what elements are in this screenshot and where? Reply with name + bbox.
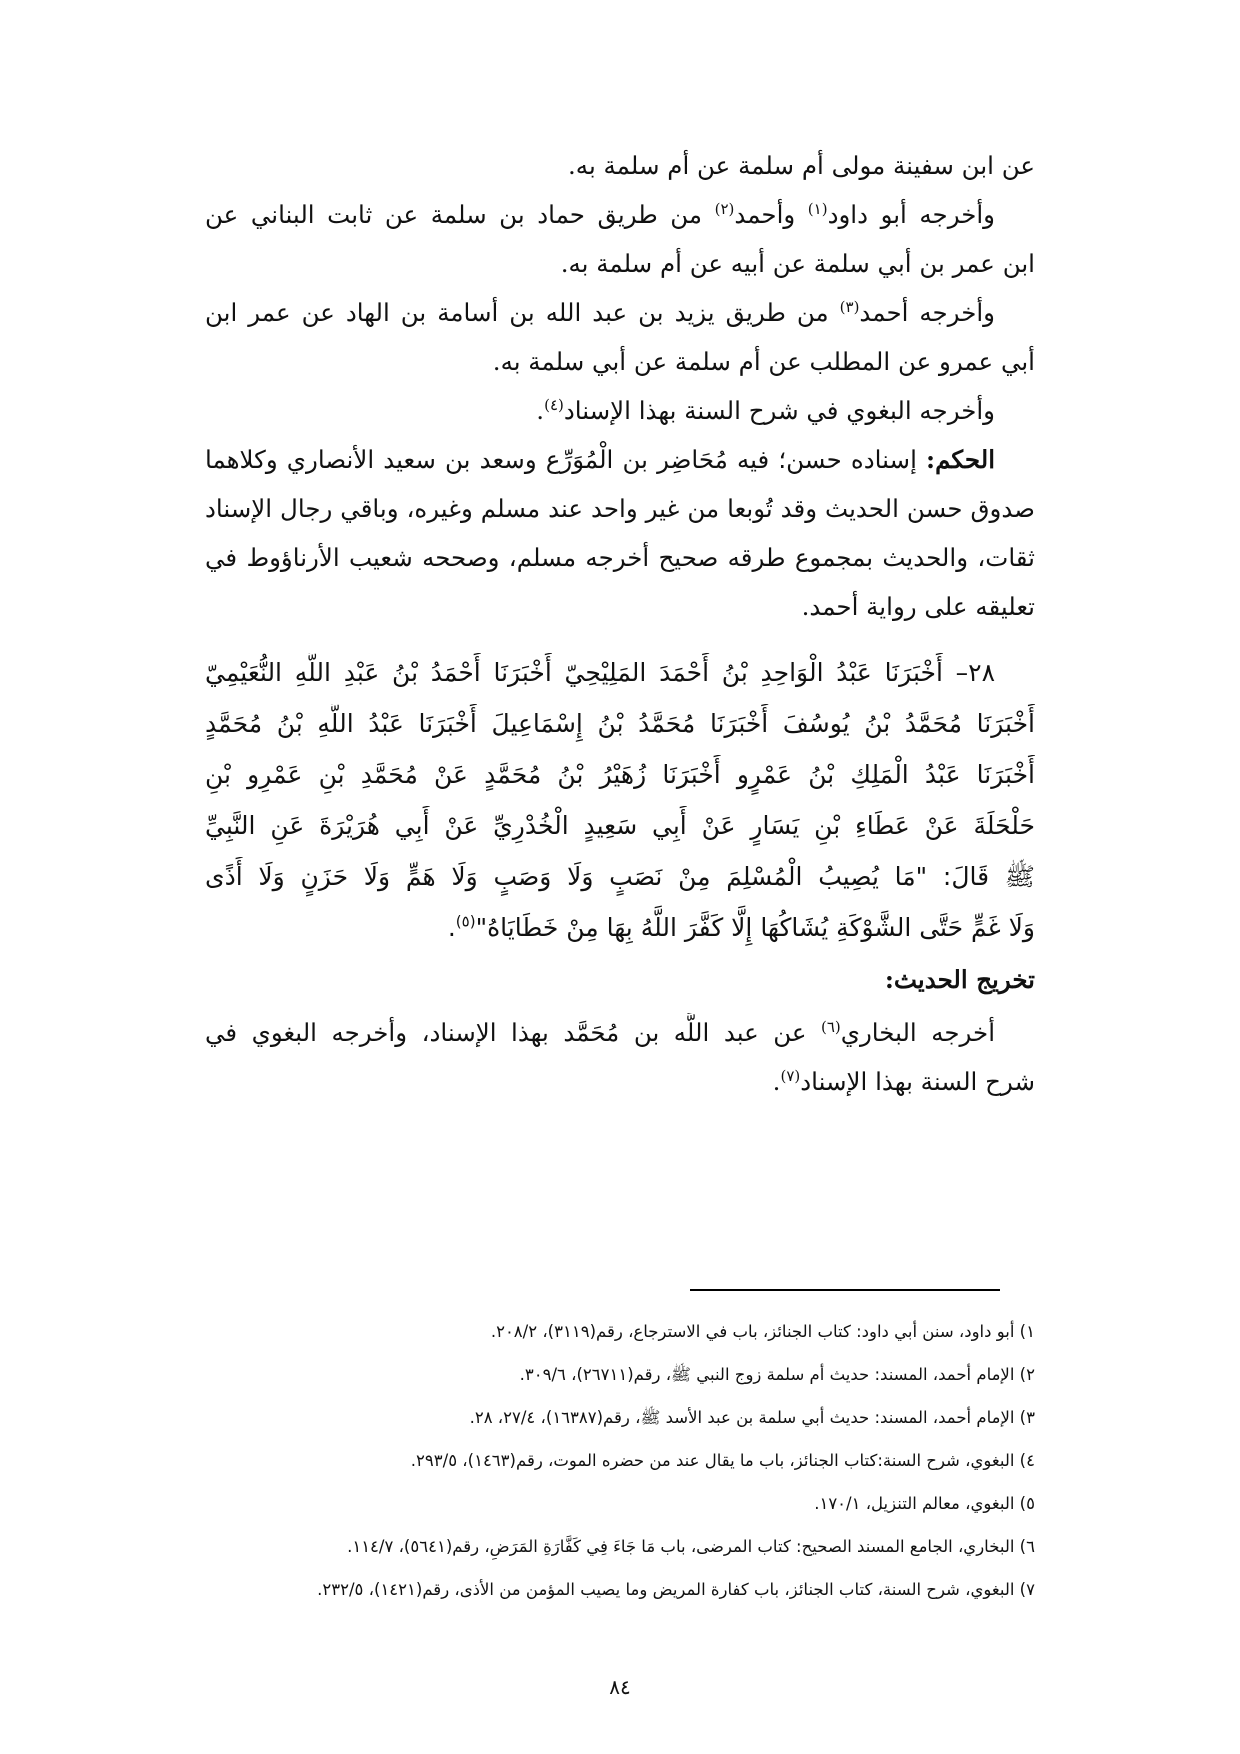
section-heading: تخريج الحديث: bbox=[884, 965, 1035, 994]
body-text: وأخرجه البغوي في شرح السنة بهذا الإسناد bbox=[563, 396, 995, 425]
hukm-text: صدوق حسن الحديث وقد تُوبعا من غير واحد عند مسلم وغيره، وباقي رجال الإسناد bbox=[205, 494, 1035, 523]
footnote-ref-6[interactable]: (٦) bbox=[821, 1017, 841, 1036]
hadith-line-2 bbox=[205, 704, 1035, 744]
footnote-1: ١) أبو داود، سنن أبي داود: كتاب الجنائز، باب في الاسترجاع، رقم(٣١١٩)، ٢٠٨/٢. bbox=[490, 1322, 1035, 1341]
body-text: وأخرجه أحمد bbox=[859, 298, 995, 327]
body-line-3 bbox=[205, 244, 1035, 284]
takhrij-line-1 bbox=[205, 1013, 995, 1053]
body-line-1 bbox=[205, 146, 1035, 186]
body-text: وأخرجه أبو داود bbox=[827, 200, 995, 229]
takhrij-line-2 bbox=[205, 1062, 1035, 1102]
footnote-5: ٥) البغوي، معالم التنزيل، ١٧٠/١. bbox=[814, 1494, 1035, 1513]
footnote-ref-2[interactable]: (٢) bbox=[714, 199, 735, 218]
hukm-text: إسناده حسن؛ فيه مُحَاضِر بن الْمُوَرِّع وسعد بن سعيد الأنصاري وكلاهما bbox=[205, 445, 927, 474]
hadith-line-3 bbox=[205, 755, 1035, 795]
body-line-6 bbox=[205, 391, 995, 431]
hukm-line-4 bbox=[205, 587, 1035, 627]
hadith-text: وَلَا غَمٍّ حَتَّى الشَّوْكَةِ يُشَاكُهَا إِلَّا كَفَّرَ اللَّهُ بِهَا مِنْ خَطَايَاهُ" bbox=[475, 913, 1035, 942]
body-text: وأحمد bbox=[734, 200, 808, 229]
footnote-ref-4[interactable]: (٤) bbox=[544, 395, 564, 414]
body-text: عن ابن سفينة مولى أم سلمة عن أم سلمة به. bbox=[568, 151, 1035, 180]
hadith-line-5 bbox=[205, 857, 1035, 897]
takhrij-text: . bbox=[772, 1067, 781, 1096]
body-text: من طريق يزيد بن عبد الله بن أسامة بن الهاد عن عمر ابن bbox=[205, 298, 840, 327]
hukm-line-2 bbox=[205, 489, 1035, 529]
hadith-line-6 bbox=[205, 908, 1035, 948]
footnote-ref-3[interactable]: (٣) bbox=[839, 297, 860, 316]
body-line-5 bbox=[205, 342, 1035, 382]
body-line-2 bbox=[205, 195, 995, 235]
footnote-separator bbox=[690, 1289, 1000, 1291]
hadith-text: . bbox=[447, 913, 456, 942]
takhrij-text: عن عبد اللَّه بن مُحَمَّد بهذا الإسناد، وأخرجه البغوي في bbox=[205, 1018, 821, 1047]
hadith-text: أَخْبَرَنَا مُحَمَّدُ بْنُ يُوسُفَ أَخْبَرَنَا مُحَمَّدُ بْنُ إِسْمَاعِيلَ أَخْبَرَنَا عَبْدُ اللَّهِ بْنُ مُحَمَّدٍ bbox=[205, 709, 1035, 738]
hadith-line-4 bbox=[205, 806, 1035, 846]
hukm-label: الحكم: bbox=[926, 445, 995, 474]
footnote-ref-1[interactable]: (١) bbox=[807, 199, 828, 218]
body-text: من طريق حماد بن سلمة عن ثابت البناني عن bbox=[205, 200, 715, 229]
takhrij-text: أخرجه البخاري bbox=[840, 1018, 995, 1047]
hukm-line-3 bbox=[205, 538, 1035, 578]
hukm-text: تعليقه على رواية أحمد. bbox=[801, 592, 1035, 621]
footnote-7: ٧) البغوي، شرح السنة، كتاب الجنائز، باب كفارة المريض وما يصيب المؤمن من الأذى، رقم(١٤٢١)، ٢٣٢/٥. bbox=[317, 1580, 1035, 1599]
hukm-line-1 bbox=[205, 440, 995, 480]
footnote-3: ٣) الإمام أحمد، المسند: حديث أبي سلمة بن عبد الأسد ﷺ، رقم(١٦٣٨٧)، ٢٧/٤، ٢٨. bbox=[469, 1408, 1035, 1427]
hadith-text: ﷺ قَالَ: "مَا يُصِيبُ الْمُسْلِمَ مِنْ نَصَبٍ وَلَا وَصَبٍ وَلَا هَمٍّ وَلَا حَزَنٍ وَلَا أَذًى bbox=[205, 862, 1035, 891]
footnote-2: ٢) الإمام أحمد، المسند: حديث أم سلمة زوج النبي ﷺ، رقم(٢٦٧١١)، ٣٠٩/٦. bbox=[519, 1365, 1035, 1384]
footnote-4: ٤) البغوي، شرح السنة:كتاب الجنائز، باب ما يقال عند من حضره الموت، رقم(١٤٦٣)، ٢٩٣/٥. bbox=[410, 1451, 1035, 1470]
body-text: أبي عمرو عن المطلب عن أم سلمة عن أبي سلمة به. bbox=[492, 347, 1035, 376]
footnote-6: ٦) البخاري، الجامع المسند الصحيح: كتاب المرضى، باب مَا جَاءَ فِي كَفَّارَةِ المَرَضِ، رقم(٥٦٤١)، ١١٤/٧. bbox=[347, 1537, 1035, 1556]
hukm-text: ثقات، والحديث بمجموع طرقه صحيح أخرجه مسلم، وصححه شعيب الأرناؤوط في bbox=[205, 543, 1035, 572]
hadith-text: ٢٨– أَخْبَرَنَا عَبْدُ الْوَاحِدِ بْنُ أَحْمَدَ المَلِيْحِيّ أَخْبَرَنَا أَحْمَدُ بْنُ عَبْدِ اللَّهِ النُّعَيْمِيّ bbox=[205, 658, 995, 687]
footnote-ref-7[interactable]: (٧) bbox=[780, 1066, 801, 1085]
hadith-text: حَلْحَلَةَ عَنْ عَطَاءِ بْنِ يَسَارٍ عَنْ أَبِي سَعِيدٍ الْخُدْرِيِّ عَنْ أَبِي هُرَيْرَةَ عَنِ النَّبِيِّ bbox=[205, 811, 1035, 840]
body-line-4 bbox=[205, 293, 995, 333]
footnote-ref-5[interactable]: (٥) bbox=[455, 912, 476, 931]
hadith-line-1 bbox=[205, 653, 995, 693]
takhrij-text: شرح السنة بهذا الإسناد bbox=[800, 1067, 1035, 1096]
body-text: ابن عمر بن أبي سلمة عن أبيه عن أم سلمة به. bbox=[560, 249, 1035, 278]
hadith-text: أَخْبَرَنَا عَبْدُ الْمَلِكِ بْنُ عَمْرٍو أَخْبَرَنَا زُهَيْرُ بْنُ مُحَمَّدٍ عَنْ مُحَمَّدِ بْنِ عَمْرِو بْنِ bbox=[205, 760, 1035, 789]
page-number: ٨٤ bbox=[609, 1675, 631, 1699]
takhrij-heading bbox=[205, 960, 1035, 1000]
body-text: . bbox=[536, 396, 545, 425]
